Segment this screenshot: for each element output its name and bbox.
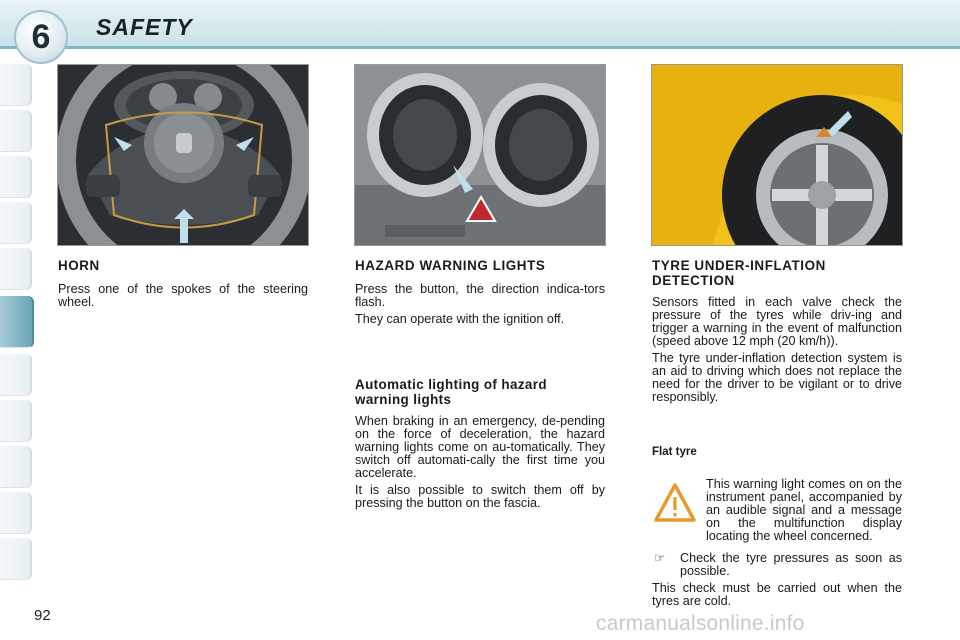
- chapter-tab[interactable]: [0, 400, 32, 442]
- flat-tyre-warning-block: [706, 478, 902, 547]
- auto-hazard-heading: Automatic lighting of hazard warning lights: [355, 377, 547, 407]
- auto-hazard-paragraph: When braking in an emergency, de-pending on the force of deceleration, the hazard warning lights come on au-tomatically. They switch off automati-cally the first time you accelerate.: [355, 414, 605, 480]
- hazard-heading: HAZARD WARNING LIGHTS: [355, 258, 546, 273]
- flat-tyre-warning-text: This warning light comes on on the instrument panel, accompanied by an audible signal and a message on the multifunction display locating the wheel concerned.: [706, 477, 902, 543]
- header-divider: [0, 46, 960, 49]
- auto-hazard-paragraph: It is also possible to switch them off by pressing the button on the fascia.: [355, 483, 605, 510]
- warning-triangle-icon: [654, 482, 696, 524]
- horn-section: [58, 258, 308, 313]
- pointing-hand-icon: ☞: [654, 551, 666, 565]
- chapter-tab[interactable]: [0, 64, 32, 106]
- section-title: SAFETY: [96, 14, 193, 40]
- flat-tyre-actions: [652, 552, 902, 612]
- tyre-heading: TYRE UNDER-INFLATION DETECTION: [652, 258, 826, 288]
- flat-tyre-note: This check must be carried out when the tyres are cold.: [652, 581, 902, 608]
- chapter-tab[interactable]: [0, 492, 32, 534]
- tyre-section: [652, 258, 902, 408]
- flat-tyre-heading: Flat tyre: [652, 446, 697, 458]
- hazard-section: [355, 258, 605, 330]
- chapter-number-badge: 6: [14, 10, 68, 64]
- flat-tyre-bullet-text: Check the tyre pressures as soon as possible.: [680, 551, 902, 578]
- chapter-tab[interactable]: [0, 446, 32, 488]
- tyre-valve-photo: [651, 64, 903, 246]
- flat-tyre-section: [652, 446, 902, 459]
- chapter-tab[interactable]: [0, 354, 32, 396]
- horn-text: Press one of the spokes of the steering wheel.: [58, 282, 308, 309]
- chapter-tab-active[interactable]: [0, 296, 34, 348]
- hazard-paragraph: They can operate with the ignition off.: [355, 312, 565, 326]
- auto-hazard-section: [355, 377, 605, 514]
- tyre-paragraph: The tyre under-inflation detection system is an aid to driving which does not replace the need for the driver to be vigilant or to drive responsibly.: [652, 351, 902, 404]
- chapter-tab[interactable]: [0, 110, 32, 152]
- chapter-tab[interactable]: [0, 202, 32, 244]
- chapter-tab[interactable]: [0, 248, 32, 290]
- flat-tyre-bullet: [652, 552, 902, 578]
- chapter-tab[interactable]: [0, 156, 32, 198]
- page-number: 92: [34, 607, 51, 624]
- hazard-paragraph: Press the button, the direction indica-tors flash.: [355, 282, 605, 309]
- chapter-tabs: [0, 64, 34, 576]
- tyre-paragraph: Sensors fitted in each valve check the pressure of the tyres while driv-ing and trigger a warning in the event of malfunction (speed above 12 mph (20 km/h)).: [652, 295, 902, 348]
- watermark: carmanualsonline.info: [596, 612, 805, 635]
- chapter-tab[interactable]: [0, 538, 32, 580]
- steering-wheel-photo: [57, 64, 309, 246]
- horn-heading: HORN: [58, 258, 100, 273]
- hazard-button-photo: [354, 64, 606, 246]
